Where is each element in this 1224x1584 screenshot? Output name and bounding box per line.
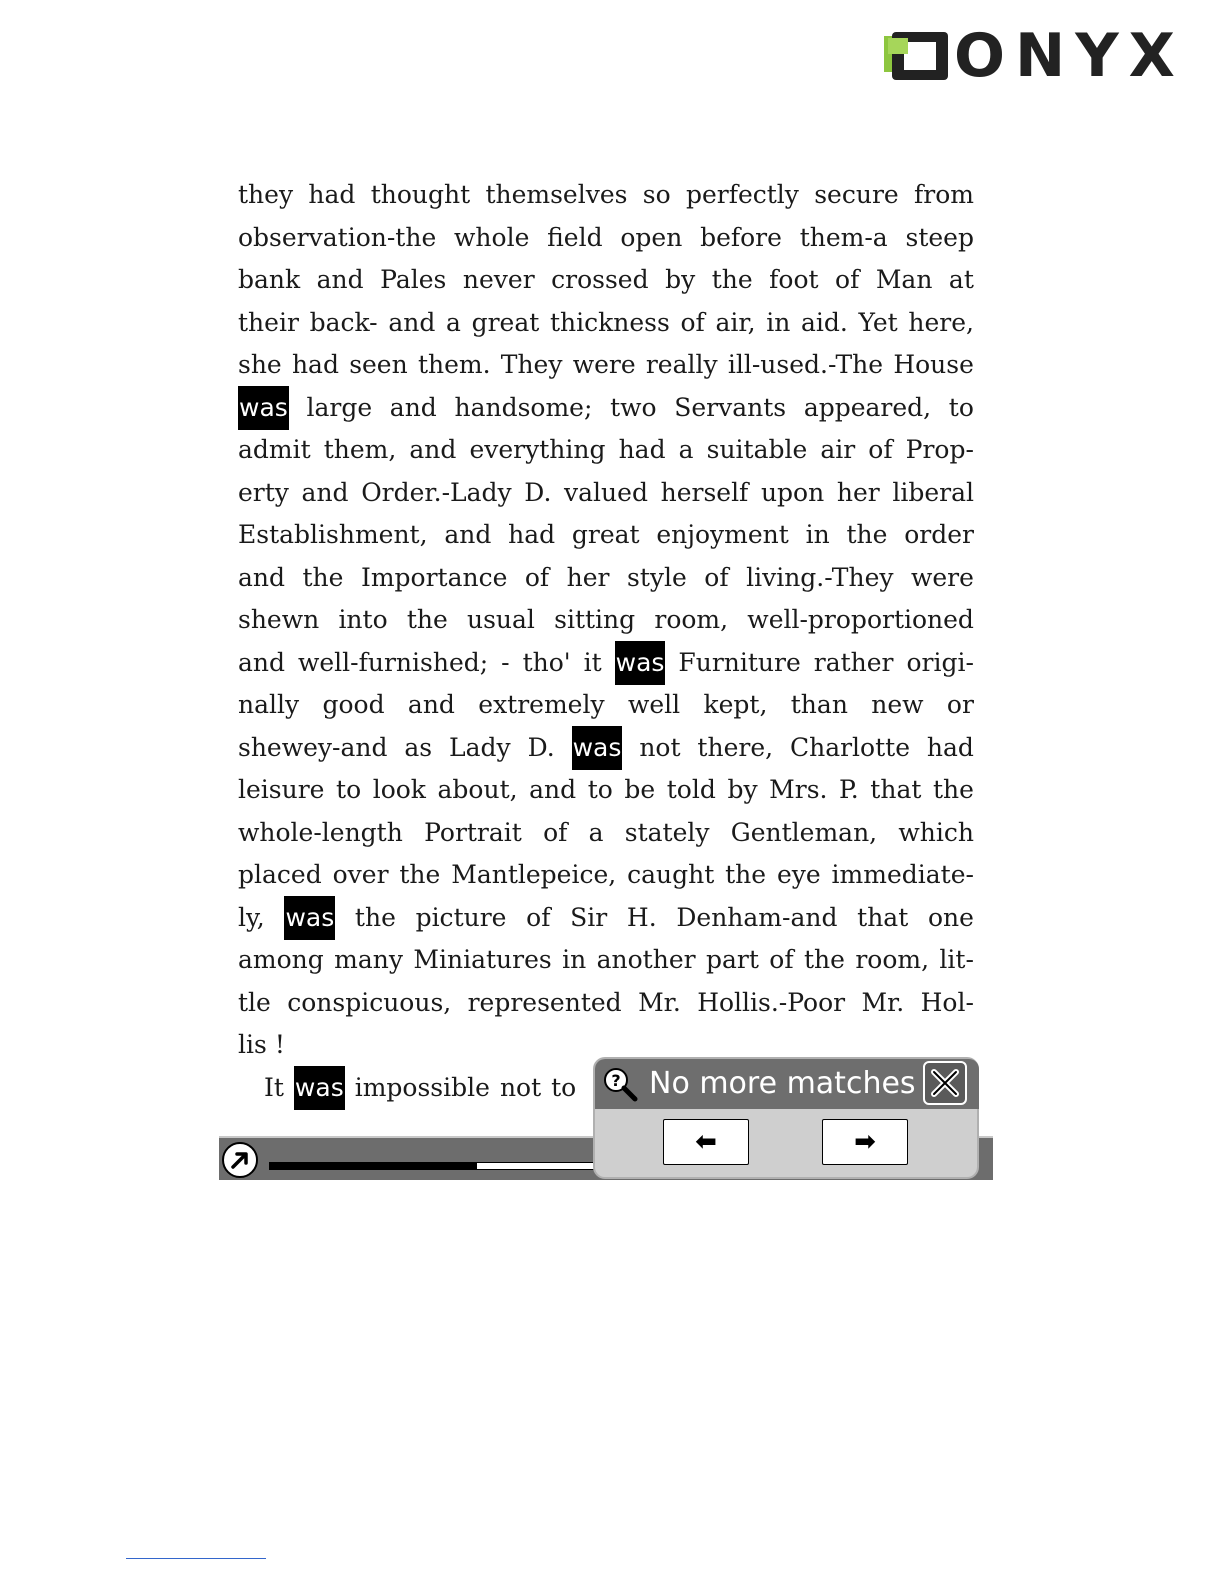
search-match-highlight[interactable]: was	[294, 1066, 345, 1110]
word: perfectly	[685, 180, 799, 209]
word: Mr.	[638, 987, 681, 1017]
word: steep	[905, 222, 974, 252]
word: well	[627, 690, 681, 719]
word: Order.-Lady	[361, 477, 512, 507]
word: secure	[814, 180, 899, 209]
word: They	[500, 350, 563, 379]
word: by	[727, 775, 758, 804]
word: never	[462, 265, 535, 294]
text-line	[238, 812, 974, 855]
word: were	[910, 562, 974, 592]
text-line	[238, 302, 974, 345]
word: erty	[238, 477, 289, 507]
word: really	[645, 350, 718, 379]
word: liberal	[892, 477, 974, 507]
word: Miniatures	[413, 945, 552, 974]
word: order	[904, 520, 974, 549]
word: look	[372, 775, 426, 804]
word: crossed	[551, 265, 649, 294]
word: in	[766, 307, 791, 337]
word: style	[627, 562, 687, 592]
word: admit	[238, 435, 311, 464]
word: many	[334, 945, 404, 974]
word: and	[409, 435, 457, 464]
word: whole	[454, 222, 530, 252]
word: into	[338, 605, 388, 634]
word: had	[308, 180, 356, 209]
word: Yet	[858, 307, 898, 337]
word: to	[551, 1072, 577, 1102]
text-line	[238, 259, 974, 302]
word: herself	[660, 477, 749, 507]
word: ill-used.-The	[727, 350, 884, 379]
word: It	[264, 1072, 284, 1102]
word: the	[711, 265, 753, 294]
word: valued	[564, 477, 648, 507]
search-popup	[593, 1057, 979, 1179]
word: than	[790, 690, 848, 719]
text-line	[238, 387, 974, 430]
text-line	[238, 982, 974, 1025]
word: about,	[437, 775, 518, 804]
search-status-message: No more matches	[649, 1066, 916, 1101]
text-line	[238, 854, 974, 897]
word: seen	[349, 350, 408, 379]
word: them.	[417, 350, 491, 379]
word: had	[291, 350, 339, 379]
search-match-highlight[interactable]: was	[238, 386, 289, 430]
word: the	[302, 562, 344, 592]
word: of	[835, 265, 860, 294]
word: Hol-	[920, 987, 974, 1017]
word: room,	[654, 605, 729, 634]
word: impossible	[354, 1072, 490, 1102]
word: told	[666, 775, 716, 804]
word: in	[805, 520, 830, 549]
word: they	[238, 180, 294, 209]
word: air,	[715, 307, 756, 337]
search-popup-header	[595, 1059, 979, 1109]
search-icon	[601, 1065, 639, 1103]
word: here,	[908, 307, 974, 337]
word: good	[322, 690, 385, 719]
word: the	[725, 860, 767, 889]
close-icon	[928, 1066, 962, 1100]
word: of	[524, 562, 550, 592]
word: that	[870, 775, 922, 804]
word: the	[932, 775, 974, 804]
word: Denham-and	[676, 902, 838, 932]
word: shewn	[238, 605, 320, 634]
word: one	[927, 902, 974, 932]
word: extremely	[478, 690, 605, 719]
word: two	[610, 392, 657, 422]
logo-text: ONYX	[954, 21, 1185, 91]
word: Sir	[570, 902, 608, 932]
word: Servants	[674, 392, 787, 422]
word: Lady	[449, 732, 511, 762]
word: Furniture	[678, 647, 801, 677]
word: upon	[760, 477, 825, 507]
text-line	[238, 514, 974, 557]
word: part	[705, 945, 759, 974]
word: their	[238, 307, 299, 337]
search-match-highlight[interactable]: was	[284, 896, 335, 940]
text-line	[238, 599, 974, 642]
word: usual	[467, 605, 535, 634]
word: of	[868, 435, 893, 464]
word: and	[407, 690, 455, 719]
text-line	[238, 684, 974, 727]
word: her	[836, 477, 880, 507]
word: to	[336, 775, 362, 804]
word: in	[562, 945, 587, 974]
word: shewey-and	[238, 732, 388, 762]
word: not	[499, 1072, 542, 1102]
word: Pales	[380, 265, 447, 294]
word: were	[572, 350, 636, 379]
word: tho'	[522, 647, 571, 677]
onyx-logo	[884, 21, 1185, 91]
word: to	[948, 392, 974, 422]
word: origi-	[906, 647, 974, 677]
word: living.-They	[746, 562, 894, 592]
word: room,	[855, 945, 930, 974]
text-line	[238, 174, 974, 217]
word: had	[926, 732, 974, 762]
word: had	[618, 435, 666, 464]
word: of	[680, 307, 705, 337]
word: House	[893, 350, 974, 379]
word: not	[639, 732, 681, 762]
word: placed	[238, 860, 322, 889]
text-line	[238, 557, 974, 600]
text-line	[238, 429, 974, 472]
word: thought	[370, 180, 471, 209]
word: by	[665, 265, 696, 294]
word: D.	[527, 732, 555, 762]
word: everything	[469, 435, 606, 464]
word: appeared,	[803, 392, 932, 422]
word: Charlotte	[789, 732, 910, 762]
word: the	[354, 902, 396, 932]
word: and	[238, 647, 286, 677]
word: of	[769, 945, 794, 974]
word: Mr.	[861, 987, 905, 1017]
word: Mantlepeice,	[451, 860, 617, 889]
word: aid.	[800, 307, 848, 337]
word: ly,	[238, 902, 265, 932]
word: another	[596, 945, 696, 974]
word: D.	[524, 477, 552, 507]
word: great	[471, 307, 540, 337]
word: lit-	[939, 945, 974, 974]
word: them,	[323, 435, 397, 464]
word: Man	[875, 265, 933, 294]
word: leisure	[238, 775, 325, 804]
word: rather	[813, 647, 894, 677]
search-match-highlight[interactable]: was	[572, 726, 623, 770]
word: so	[642, 180, 671, 209]
close-search-button[interactable]	[923, 1061, 967, 1105]
word: lis	[238, 1030, 267, 1059]
word: bank	[238, 265, 301, 294]
word: and	[316, 265, 364, 294]
word: -	[501, 647, 510, 677]
word: kept,	[703, 690, 768, 719]
word: or	[946, 690, 974, 719]
word: and	[388, 307, 436, 337]
word: well-proportioned	[747, 605, 974, 634]
word: at	[948, 265, 974, 294]
word: the	[406, 605, 448, 634]
word: the	[846, 520, 888, 549]
word: P.	[839, 775, 859, 804]
text-line	[238, 344, 974, 387]
text-line	[238, 727, 974, 770]
word: picture	[415, 902, 507, 932]
word: of	[704, 562, 729, 592]
word: it	[583, 647, 602, 677]
text-line	[238, 642, 974, 685]
word: back-	[309, 307, 378, 337]
text-line	[238, 217, 974, 260]
word: her	[566, 562, 610, 592]
word: and	[389, 392, 437, 422]
next-match-button[interactable]: ➡	[822, 1119, 908, 1165]
word: enjoyment	[656, 520, 789, 549]
word: stately	[624, 817, 710, 847]
word: of	[543, 817, 568, 847]
word: air	[820, 435, 856, 464]
text-line	[238, 897, 974, 940]
reader-text-page	[238, 174, 974, 1109]
word: Prop-	[905, 435, 974, 464]
word: to	[587, 775, 613, 804]
word: handsome;	[454, 392, 593, 422]
word: a	[446, 307, 461, 337]
text-line	[238, 472, 974, 515]
word: from	[914, 180, 974, 209]
word: before	[700, 222, 782, 252]
page-footer-link-underline	[126, 1558, 266, 1559]
text-line	[238, 939, 974, 982]
word: themselves	[485, 180, 628, 209]
word: of	[526, 902, 551, 932]
word: and	[301, 477, 349, 507]
word: had	[508, 520, 556, 549]
word: caught	[627, 860, 715, 889]
word: observation-the	[238, 222, 437, 252]
word: that	[857, 902, 909, 932]
word: the	[803, 945, 845, 974]
word: them-a	[799, 222, 888, 252]
word: foot	[769, 265, 819, 294]
word: Importance	[360, 562, 508, 592]
word: sitting	[554, 605, 636, 634]
word: there,	[697, 732, 774, 762]
word: Establishment,	[238, 520, 428, 549]
word: large	[306, 392, 373, 422]
word: among	[238, 945, 324, 974]
word: the	[399, 860, 441, 889]
word: !	[274, 1030, 285, 1059]
arrow-up-right-icon	[229, 1149, 251, 1171]
word: whole-length	[238, 817, 403, 847]
word: eye	[776, 860, 821, 889]
word: new	[871, 690, 924, 719]
word: suitable	[706, 435, 808, 464]
word: represented	[467, 987, 622, 1017]
word: thickness	[549, 307, 670, 337]
word: a	[678, 435, 694, 464]
svg-text:?: ?	[611, 1071, 621, 1090]
word: over	[332, 860, 389, 889]
word: Portrait	[424, 817, 522, 847]
word: be	[624, 775, 656, 804]
word: she	[238, 350, 282, 379]
word: nally	[238, 690, 300, 719]
word: tle	[238, 987, 271, 1017]
reading-progress-fill	[269, 1163, 477, 1169]
search-match-highlight[interactable]: was	[615, 641, 666, 685]
word: field	[547, 222, 603, 252]
word: which	[898, 817, 974, 847]
text-line	[238, 769, 974, 812]
word: a	[588, 817, 604, 847]
word: Hollis.-Poor	[697, 987, 846, 1017]
word: conspicuous,	[287, 987, 452, 1017]
word: great	[571, 520, 640, 549]
word: and	[529, 775, 577, 804]
word: Gentleman,	[730, 817, 878, 847]
word: Mrs.	[769, 775, 828, 804]
previous-match-button[interactable]: ⬅	[663, 1119, 749, 1165]
word: immediate-	[831, 860, 974, 889]
word: and	[444, 520, 492, 549]
word: as	[404, 732, 433, 762]
word: well-furnished;	[297, 647, 489, 677]
word: H.	[626, 902, 657, 932]
goto-page-button[interactable]	[222, 1142, 258, 1178]
word: open	[620, 222, 683, 252]
word: and	[238, 562, 286, 592]
